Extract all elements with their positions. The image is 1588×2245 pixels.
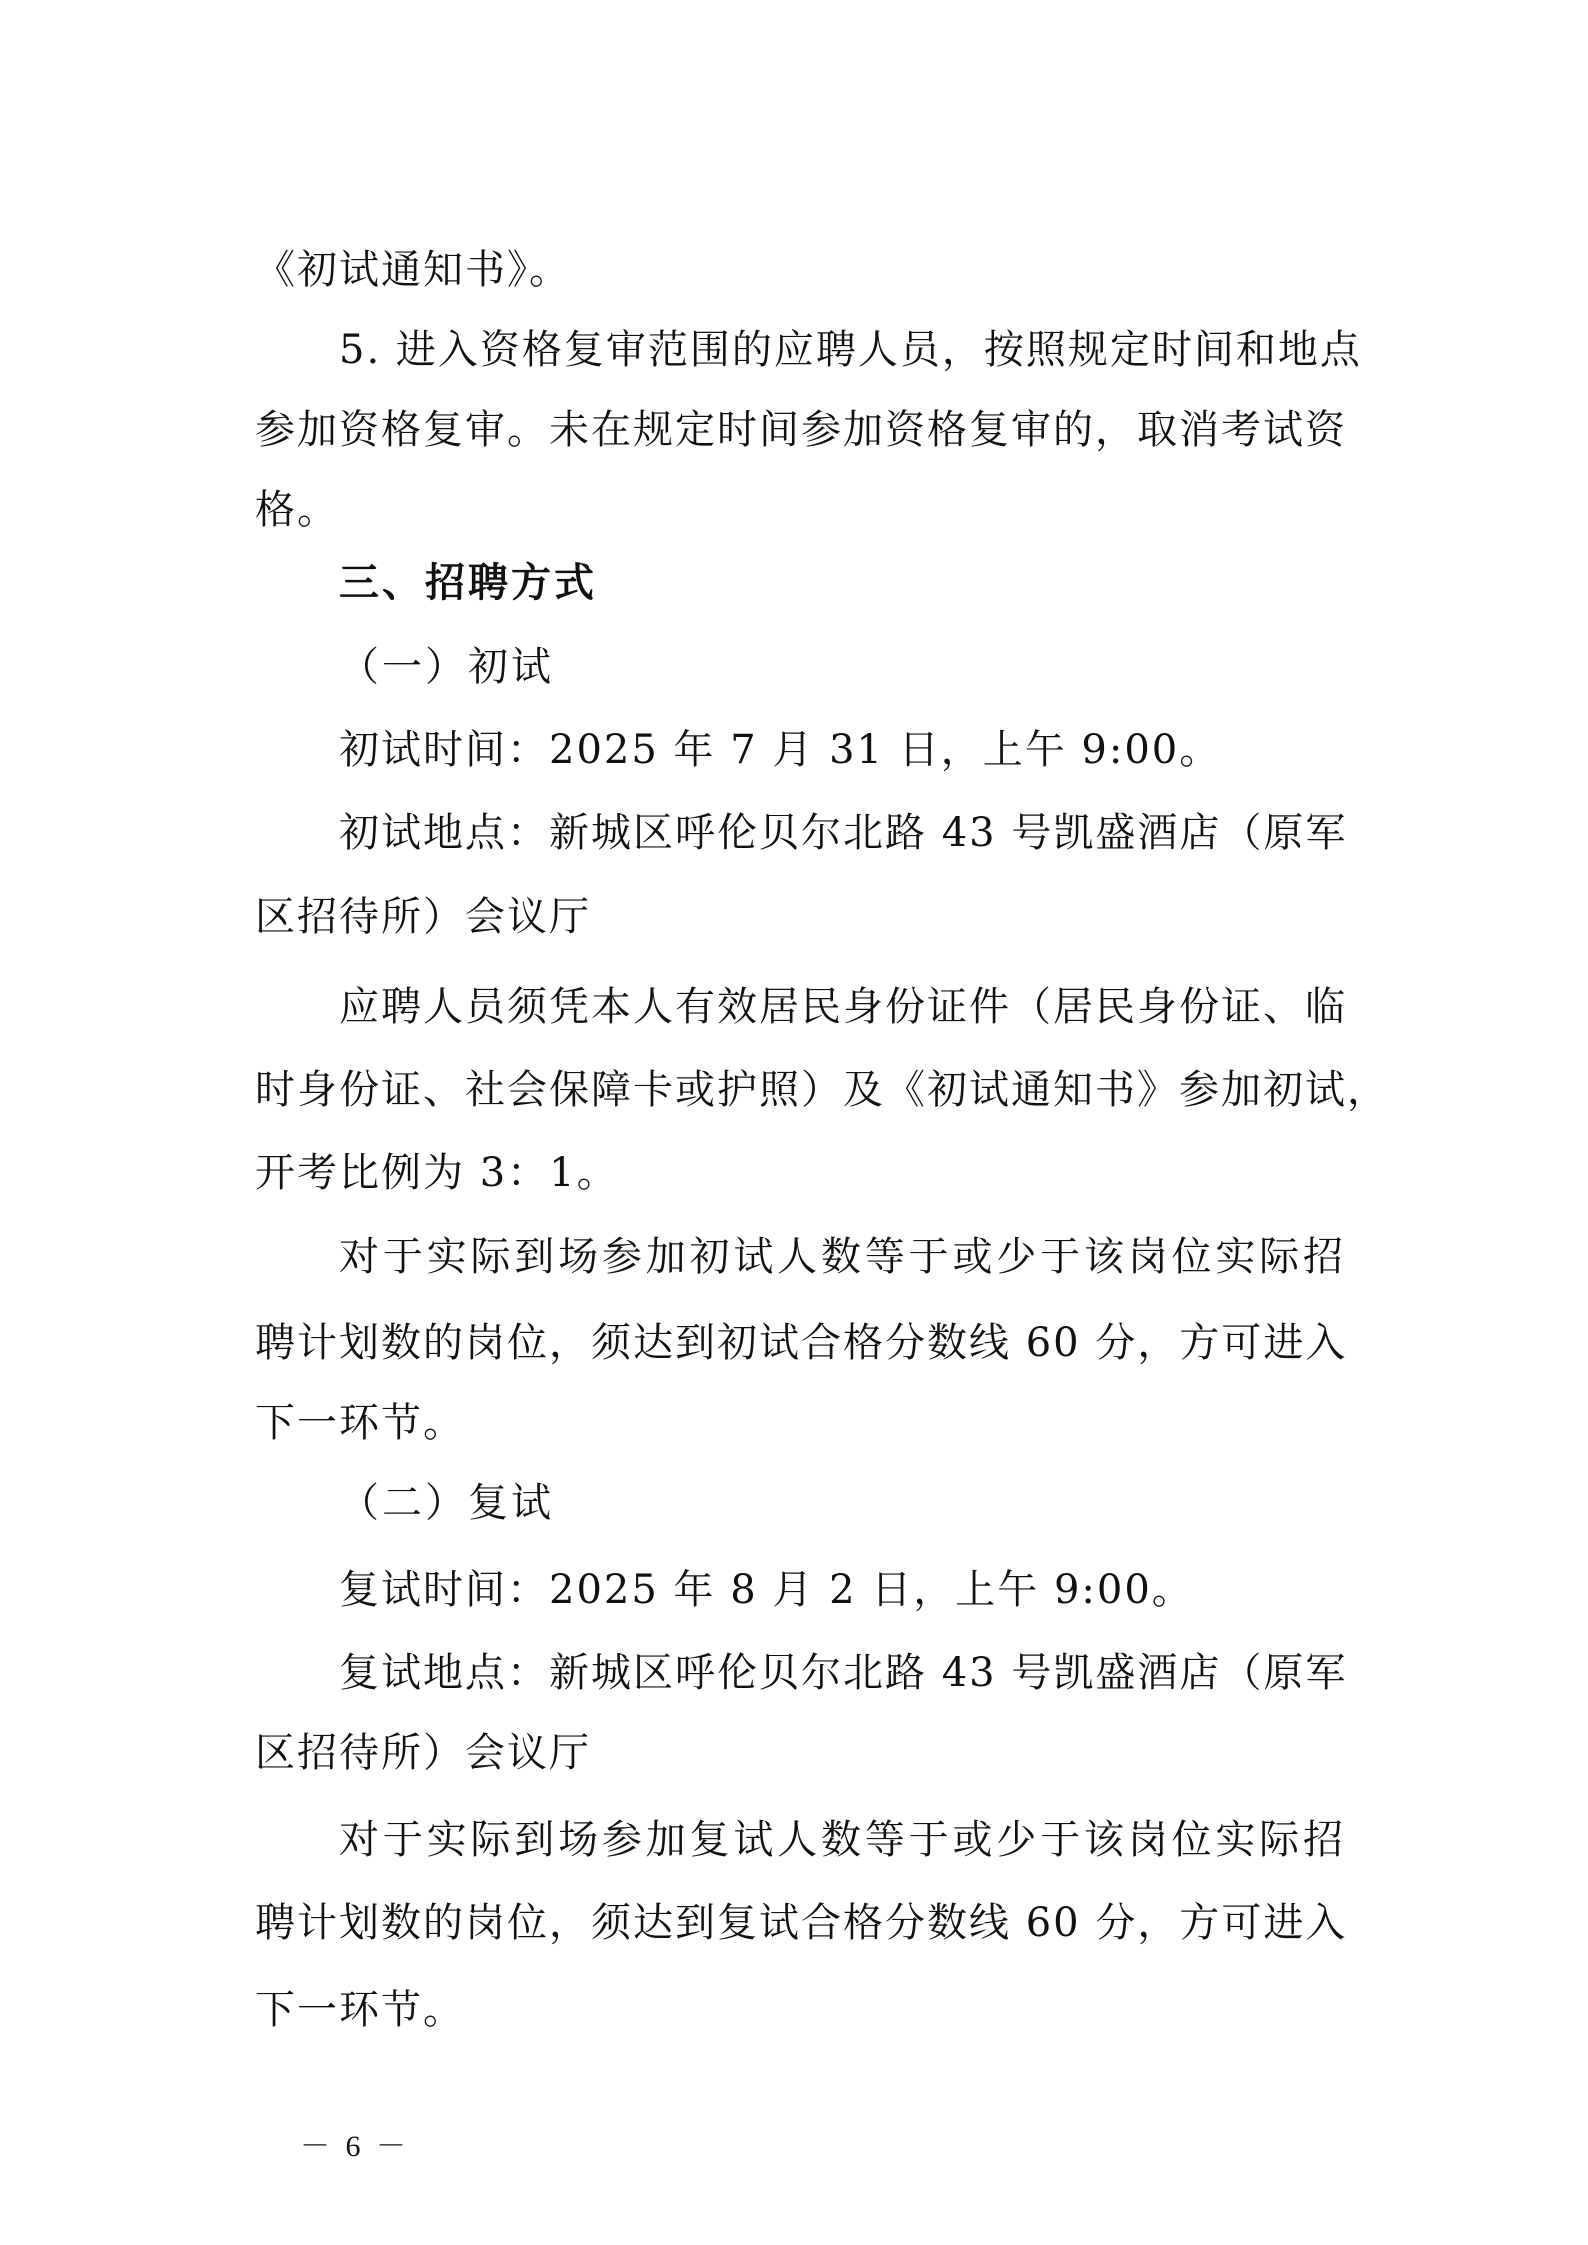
text-line-id-requirement: 应聘人员须凭本人有效居民身份证件（居民身份证、临	[339, 984, 1347, 1030]
page-number: － 6 －	[300, 2130, 410, 2163]
text-line-second-time: 复试时间：2025 年 8 月 2 日，上午 9:00。	[339, 1567, 1194, 1613]
text-line-second-pass-rule-cont: 聘计划数的岗位，须达到复试合格分数线 60 分，方可进入	[255, 1900, 1348, 1946]
section-heading-recruitment-method: 三、招聘方式	[339, 560, 597, 606]
text-line-second-pass-rule: 对于实际到场参加复试人数等于或少于该岗位实际招	[339, 1817, 1345, 1863]
text-line-preliminary-pass-rule: 对于实际到场参加初试人数等于或少于该岗位实际招	[339, 1234, 1345, 1280]
text-line-item-5-start: 5. 进入资格复审范围的应聘人员，按照规定时间和地点	[339, 327, 1362, 373]
text-line-preliminary-time: 初试时间：2025 年 7 月 31 日，上午 9:00。	[339, 727, 1222, 773]
text-line-exam-ratio: 开考比例为 3：1。	[255, 1150, 619, 1196]
text-line-item-5-end: 格。	[255, 487, 339, 533]
subsection-heading-preliminary-exam: （一）初试	[339, 644, 554, 690]
text-line-preliminary-location-cont: 区招待所）会议厅	[255, 894, 591, 940]
text-line-second-pass-rule-end: 下一环节。	[255, 1987, 465, 2033]
text-line-preliminary-pass-rule-cont: 聘计划数的岗位，须达到初试合格分数线 60 分，方可进入	[255, 1320, 1348, 1366]
text-line-preliminary-pass-rule-end: 下一环节。	[255, 1400, 465, 1446]
subsection-heading-second-exam: （二）复试	[339, 1480, 554, 1526]
text-line-second-location: 复试地点：新城区呼伦贝尔北路 43 号凯盛酒店（原军	[339, 1650, 1348, 1696]
text-line-item-5-cont: 参加资格复审。未在规定时间参加资格复审的，取消考试资	[255, 407, 1347, 453]
text-line-second-location-cont: 区招待所）会议厅	[255, 1730, 591, 1776]
text-line-notice-title-end: 《初试通知书》。	[255, 247, 571, 293]
text-line-id-requirement-cont: 时身份证、社会保障卡或护照）及《初试通知书》参加初试，	[255, 1067, 1389, 1113]
text-line-preliminary-location: 初试地点：新城区呼伦贝尔北路 43 号凯盛酒店（原军	[339, 810, 1348, 856]
